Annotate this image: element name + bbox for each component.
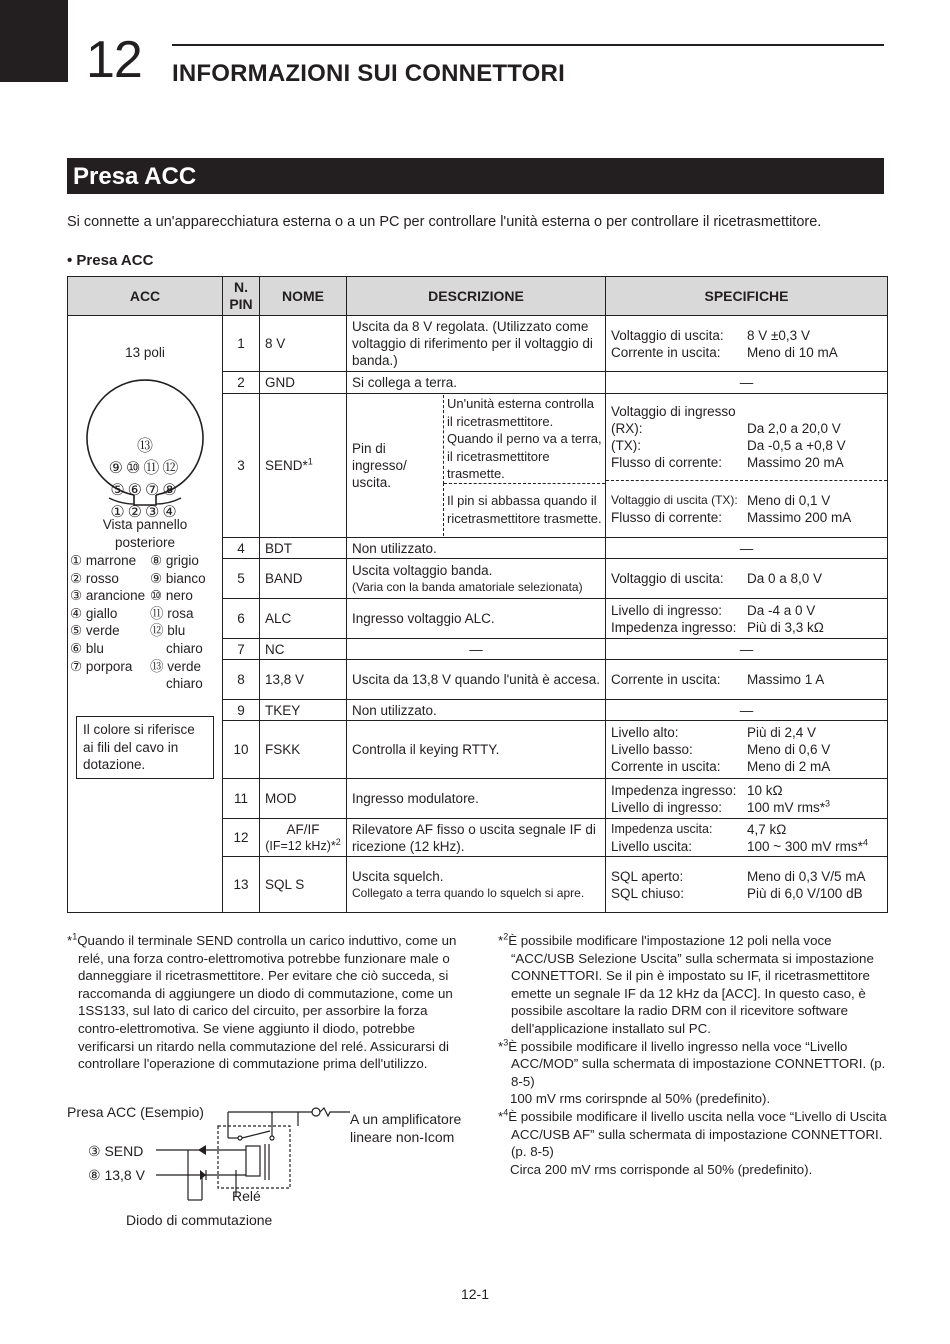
pin-name: TKEY (260, 700, 347, 721)
footnote-3: *$^3$È possibile modificare il livello ingresso nella voce “Livello ACC/MOD” sulla schermata di impostazione CONNETTORI. (p. 8-5) (498, 1037, 886, 1089)
table-header-row (68, 277, 888, 316)
pin-name: BDT (260, 538, 347, 559)
footnote-2: *$^2$È possibile modificare l'impostazione 12 poli nella voce “ACC/USB Selezione Uscita” sulla schermata si impostazione CONNETTORI. Se il pin è impostato su IF, il ricetrasmettitore emette un segnale IF da 12 kHz da [ACC]. In questo caso, è possibile ascoltare la radio DRM con il ricevitore software dell'applicazione installato sul PC. (498, 931, 874, 1036)
relay-circuit-diagram (60, 1100, 360, 1230)
subsection-heading: • Presa ACC (67, 252, 154, 269)
pin-number: 12 (223, 819, 260, 857)
wire-color-note: Il colore si riferisce ai fili del cavo in dotazione. (76, 716, 214, 779)
pin-number: 9 (223, 700, 260, 721)
header-specs: SPECIFICHE (606, 277, 888, 316)
pin-description: — (347, 639, 606, 660)
pin-description: Si collega a terra. (347, 372, 606, 394)
relay-label: Relé (232, 1188, 261, 1204)
pin-number: 8 (223, 660, 260, 700)
pin-description: Non utilizzato. (347, 538, 606, 559)
pin-specs: — (606, 372, 888, 394)
connector-cell (68, 316, 223, 913)
pin-description: Non utilizzato. (347, 700, 606, 721)
pin-specs: Voltaggio di ingresso (RX): Da 2,0 a 20,0 V (TX): Da -0,5 a +0,8 V Flusso di corrente: Massimo 20 mA (606, 394, 888, 481)
pin-name: MOD (260, 779, 347, 819)
pin-number: 6 (223, 599, 260, 639)
view-label: Vista pannello posteriore (102, 517, 188, 550)
table-row (68, 316, 888, 372)
footnote-4-note: Circa 200 mV rms corrisponde al 50% (predefinito). (510, 1161, 813, 1177)
chapter-number: 12 (86, 31, 142, 89)
header-description: DESCRIZIONE (347, 277, 606, 316)
pin-specs: — (606, 639, 888, 660)
connector-pin-row-1: ⑬ (136, 438, 153, 455)
pin-description: Uscita squelch. Collegato a terra quando lo squelch si apre. (347, 857, 606, 913)
pin-description: Uscita da 8 V regolata. (Utilizzato come voltaggio di riferimento per il voltaggio di banda.) (347, 316, 606, 372)
pin-specs: Corrente in uscita: Massimo 1 A (606, 660, 888, 700)
pin-specs: Voltaggio di uscita: Da 0 a 8,0 V (606, 559, 888, 599)
footnote-4: *$^4$È possibile modificare il livello uscita nella voce “Livello di Uscita ACC/USB AF” sulla schermata di impostazione CONNETTORI. (p. 8-5) (498, 1107, 887, 1160)
pin-specs: Impedenza uscita: 4,7 kΩ Livello uscita: 100 ~ 300 mV rms*$^4$ (606, 819, 888, 857)
footnote-1: *$^1$Quando il terminale SEND controlla un carico induttivo, come un relé, una forza contro-elettromotiva potrebbe funzionare male o danneggiare il ricetrasmettitore. Per evitare che ciò succeda, si raccomanda di aggiungere un diodo di commutazione, come un 1SS133, sul lato di carico del circuito, per assorbire la forza contro-elettromotiva. Se viene aggiunto il diodo, potrebbe verificarsi un ritardo nella commutazione del relé. Assicurarsi di controllare l'operazione di commutazione prima dell'utilizzo. (67, 931, 457, 1072)
pin-name: GND (260, 372, 347, 394)
pin-description: Pin di ingresso/ uscita. Un'unità esterna controlla il ricetrasmettitore. Quando il perno va a terra, il ricetrasmettitore trasmette. Il pin si abbassa quando il ricetrasmettitore trasmette. (347, 394, 606, 538)
section-title: Presa ACC (73, 163, 197, 190)
header-name: NOME (260, 277, 347, 316)
pin-name: 13,8 V (260, 660, 347, 700)
pin-name: SQL S (260, 857, 347, 913)
page-number: 12-1 (460, 1286, 490, 1302)
diode-label: Diodo di commutazione (126, 1212, 273, 1228)
pin-specs: Livello di ingresso: Da -4 a 0 V Impedenza ingresso: Più di 3,3 kΩ (606, 599, 888, 639)
connector-pin-row-2: ⑨⑩⑪⑫ (108, 460, 182, 477)
chapter-rule (172, 44, 884, 46)
chapter-title: INFORMAZIONI SUI CONNETTORI (172, 60, 565, 87)
pin-specs: Impedenza ingresso: 10 kΩ Livello di ingresso: 100 mV rms*$^3$ (606, 779, 888, 819)
footnotes-right (498, 932, 888, 1178)
pin-number: 3 (223, 394, 260, 538)
intro-text: Si connette a un'apparecchiatura esterna o a un PC per controllare l'unità esterna o per controllare il ricetrasmettitore. (67, 214, 822, 230)
pin-specs: Livello alto: Più di 2,4 V Livello basso: Meno di 0,6 V Corrente in uscita: Meno di 2 mA (606, 721, 888, 779)
pin-name: SEND*$^1$ (260, 394, 347, 538)
pin-description: Rilevatore AF fisso o uscita segnale IF di ricezione (12 kHz). (347, 819, 606, 857)
pin-specs: Voltaggio di uscita (TX): Meno di 0,1 V Flusso di corrente: Massimo 200 mA (606, 481, 888, 538)
wire-color-list: ① marrone ⑧ grigio ② rosso ⑨ bianco ③ arancione ⑩ nero ④ giallo ⑪ rosa ⑤ verde ⑫ blu ⑥ blu chiaro ⑦ porpora ⑬ verde chiaro (70, 553, 206, 692)
diagram-title: Presa ACC (Esempio) (67, 1104, 204, 1120)
pin-name: BAND (260, 559, 347, 599)
connector-pin-row-3: ⑤⑥⑦⑧ (110, 482, 180, 499)
chapter-tab (0, 0, 68, 82)
pin-description: Uscita voltaggio banda. (Varia con la banda amatoriale selezionata) (347, 559, 606, 599)
pin-specs: — (606, 538, 888, 559)
poles-label: 13 poli (125, 345, 165, 360)
pin-description: Uscita da 13,8 V quando l'unità è accesa. (347, 660, 606, 700)
pin-number: 1 (223, 316, 260, 372)
pin-specs: — (606, 700, 888, 721)
pin-number: 5 (223, 559, 260, 599)
pin-description: Controlla il keying RTTY. (347, 721, 606, 779)
acc-pin-table (67, 276, 888, 913)
pin-description: Ingresso voltaggio ALC. (347, 599, 606, 639)
pin-number: 7 (223, 639, 260, 660)
header-acc: ACC (68, 277, 223, 316)
footnote-3-note: 100 mV rms corirspnde al 50% (predefinito). (510, 1091, 771, 1107)
pin-number: 11 (223, 779, 260, 819)
pin-description: Ingresso modulatore. (347, 779, 606, 819)
pin-name: FSKK (260, 721, 347, 779)
v138-label: ⑧ 13,8 V (88, 1167, 145, 1183)
pin-number: 13 (223, 857, 260, 913)
pin-specs: Voltaggio di uscita: 8 V ±0,3 V Corrente in uscita: Meno di 10 mA (606, 316, 888, 372)
pin-number: 10 (223, 721, 260, 779)
pin-name: ALC (260, 599, 347, 639)
pin-name: 8 V (260, 316, 347, 372)
pin-name: AF/IF (IF=12 kHz)*$^2$ (260, 819, 347, 857)
pin-number: 4 (223, 538, 260, 559)
amp-label: A un amplificatore lineare non-Icom (350, 1111, 462, 1145)
pin-name: NC (260, 639, 347, 660)
send-label: ③ SEND (88, 1143, 144, 1159)
pin-number: 2 (223, 372, 260, 394)
connector-pin-row-4: ①②③④ (110, 504, 180, 521)
header-pin: N. PIN (223, 277, 260, 316)
pin-specs: SQL aperto: Meno di 0,3 V/5 mA SQL chiuso: Più di 6,0 V/100 dB (606, 857, 888, 913)
